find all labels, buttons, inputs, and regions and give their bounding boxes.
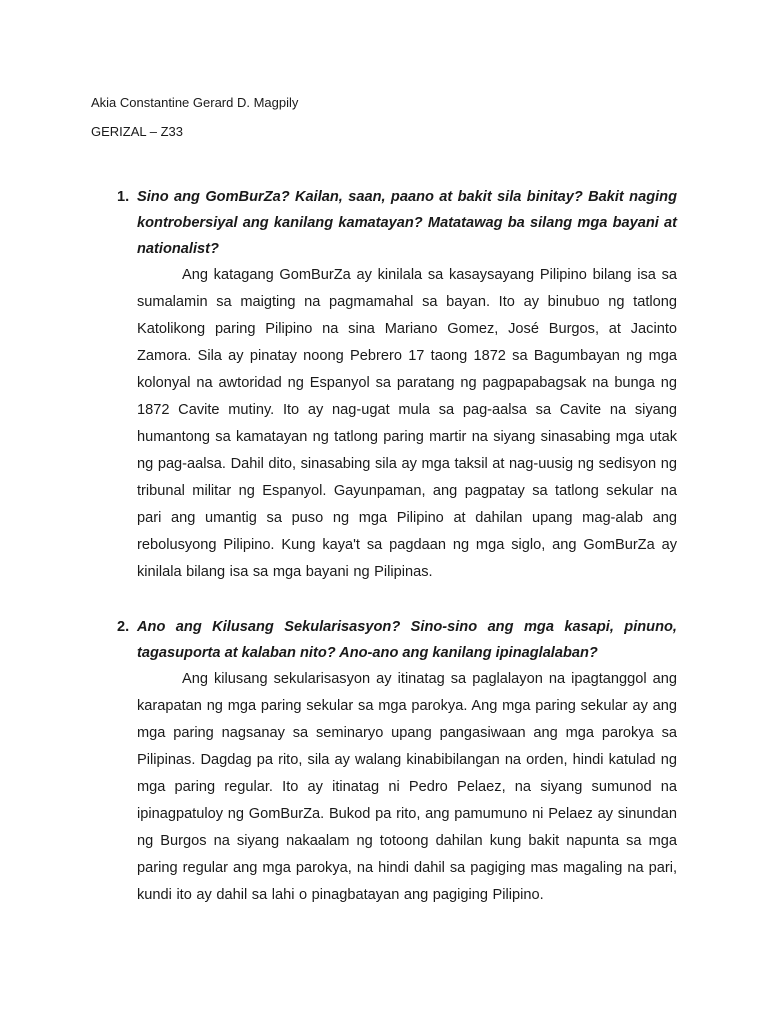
section-code: GERIZAL – Z33 xyxy=(91,124,183,139)
question-number-2: 2. xyxy=(117,619,130,635)
question-2 xyxy=(117,614,677,666)
question-text-2: Ano ang Kilusang Sekularisasyon? Sino-sino ang mga kasapi, pinuno, tagasuporta at kalaban nito? Ano-ano ang kanilang ipinaglalaban? xyxy=(137,619,677,661)
answer-paragraph-1: Ang katagang GomBurZa ay kinilala sa kasaysayang Pilipino bilang isa sa sumalamin sa maigting na pagmamahal sa bayan. Ito ay binubuo ng tatlong Katolikong paring Pilipino na sina Mariano Gomez, José Burgos, at Jacinto Zamora. Sila ay pinatay noong Pebrero 17 taong 1872 sa Bagumbayan ng mga kolonyal na awtoridad ng Espanyol sa paratang ng pagpapabagsak na bunga ng 1872 Cavite mutiny. Ito ay nag-ugat mula sa pag-aalsa sa Cavite na siyang humantong sa kamatayan ng tatlong paring martir na siyang sinasabing mga utak ng pag-aalsa. Dahil dito, sinasabing sila ay mga taksil at nag-uusig ng sedisyon ng tribunal militar ng Espanyol. Gayunpaman, ang pagpatay sa tatlong sekular na pari ang umantig sa puso ng mga Pilipino at dahilan upang mag-alab ang rebolusyong Pilipino. Kung kaya't sa pagdaan ng mga siglo, ang GomBurZa ay kinilala bilang isa sa mga bayani ng Pilipinas. xyxy=(137,267,677,580)
question-item-1 xyxy=(117,184,677,586)
answer-paragraph-2: Ang kilusang sekularisasyon ay itinatag sa paglalayon na ipagtanggol ang karapatan ng mga paring sekular sa mga parokya. Ang mga paring sekular ay ang mga paring nagsanay sa seminaryo upang pangasiwaan ang mga parokya sa Pilipinas. Dagdag pa rito, sila ay walang kinabibilangan na orden, hindi katulad ng mga paring regular. Ito ay itinatag ni Pedro Pelaez, na siyang sumunod na ipinagpatuloy ng GomBurZa. Bukod pa rito, ang pamumuno ni Pelaez ay sinundan ng Burgos na siyang nakaalam ng totoong dahilan kung bakit napunta sa mga paring regular ang mga parokya, na hindi dahil sa pagiging mas magaling na pari, kundi ito ay dahil sa lahi o pinagbatayan ang pagiging Pilipino. xyxy=(137,671,677,903)
question-number-1: 1. xyxy=(117,189,130,205)
author-name: Akia Constantine Gerard D. Magpily xyxy=(91,95,299,110)
question-item-2 xyxy=(117,614,677,909)
question-text-1: Sino ang GomBurZa? Kailan, saan, paano at bakit sila binitay? Bakit naging kontrobersiyal ang kanilang kamatayan? Matatawag ba silang mga bayani at nationalist? xyxy=(137,189,677,257)
question-1 xyxy=(117,184,677,262)
